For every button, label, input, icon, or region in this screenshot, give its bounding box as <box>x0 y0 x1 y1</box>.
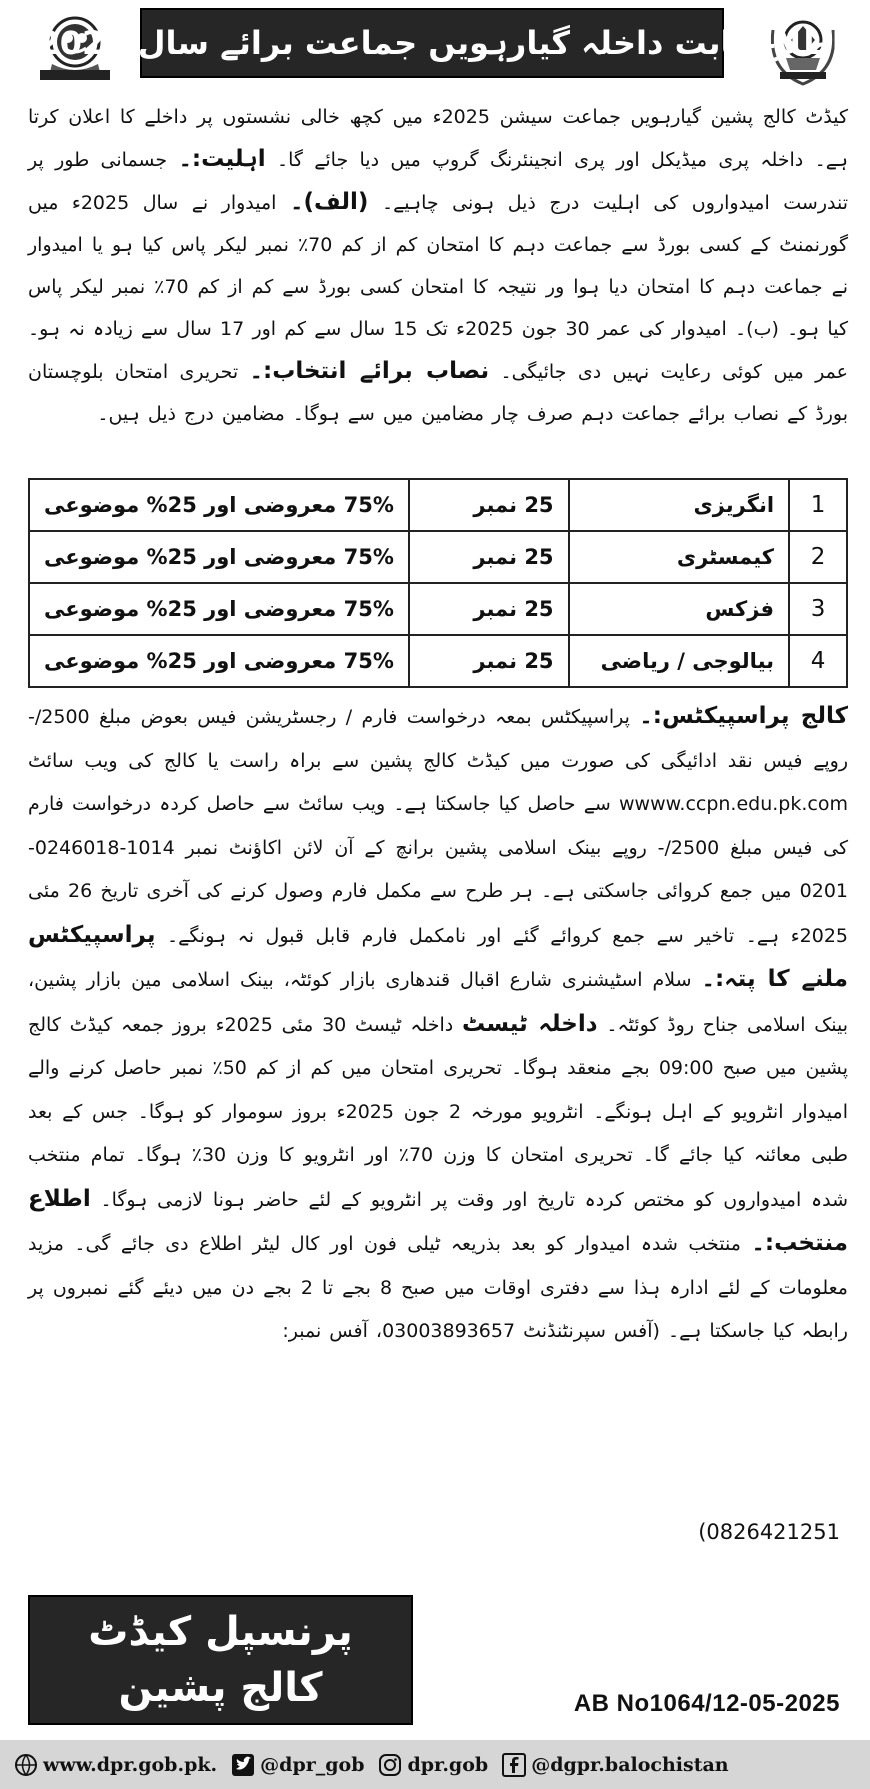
subject-marks: 25 نمبر <box>409 479 569 531</box>
footer-website[interactable] <box>14 1753 217 1777</box>
footer-instagram-text: dpr.gob <box>407 1753 489 1776</box>
syllabus-text: تحریری امتحان بلوچستان بورڈ کے نصاب برائے جماعت دہم صرف چار مضامین میں سے ہوگا۔ مضامین درج ذیل ہیں۔ <box>28 361 848 425</box>
prospectus-details <box>28 695 848 1354</box>
notice-text: منتخب شدہ امیدوار کو بعد بذریعہ ٹیلی فون اور کال لیٹر اطلاع دی جائے گی۔ مزید معلومات کے لئے ادارہ ہذا سے دفتری اوقات میں صبح 8 بجے تا 2 بجے دن میں دیئے گئے نمبروں پر رابطہ کیا جاسکتا ہے۔ (آفس سپرنٹنڈنٹ 03003893657، آفس نمبر: <box>28 1233 848 1342</box>
subject-number: 2 <box>789 531 847 583</box>
address-heading: پراسپیکٹس ملنے کا پتہ:۔ <box>28 921 848 992</box>
subject-number: 1 <box>789 479 847 531</box>
subject-ratio: 75% معروضی اور 25% موضوعی <box>29 635 409 687</box>
subject-number: 3 <box>789 583 847 635</box>
subject-marks: 25 نمبر <box>409 583 569 635</box>
footer-twitter-text: @dpr_gob <box>260 1753 365 1776</box>
notice-heading: اطلاع منتخب:۔ <box>28 1185 849 1256</box>
alif-label: (الف)۔ <box>290 189 369 215</box>
subject-name: بیالوجی / ریاضی <box>569 635 789 687</box>
test-text: داخلہ ٹیسٹ 30 مئی 2025ء بروز جمعہ کیڈٹ کالج پشین میں صبح 09:00 بجے منعقد ہوگا۔ تحریری امتحان میں کم از کم 50٪ نمبر حاصل کرنے والے امیدوار انٹرویو کے اہل ہونگے۔ انٹرویو مورخہ 2 جون 2025ء بروز سوموار کو ہوگا۔ جس کے بعد طبی معائنہ کیا جائے گا۔ تحریری امتحان کا وزن 70٪ اور انٹرویو کا وزن 30٪ ہوگا۔ تمام منتخب شدہ امیدواروں کو مختص کردہ تاریخ اور وقت پر انٹرویو کے لئے حاضر ہونا لازمی ہوگا۔ <box>28 1013 848 1211</box>
footer-bar <box>0 1740 870 1789</box>
address-text: سلام اسٹیشنری شارع اقبال قندھاری بازار کوئٹہ، بینک اسلامی مین بازار پشین، بینک اسلامی جناح روڈ کوئٹہ۔ <box>28 969 849 1036</box>
admission-details <box>28 96 848 435</box>
subject-ratio: 75% معروضی اور 25% موضوعی <box>29 531 409 583</box>
footer-twitter[interactable] <box>231 1753 364 1777</box>
subject-number: 4 <box>789 635 847 687</box>
footer-facebook[interactable] <box>502 1753 728 1777</box>
subject-marks: 25 نمبر <box>409 531 569 583</box>
table-row <box>29 583 847 635</box>
table-row <box>29 479 847 531</box>
subject-ratio: 75% معروضی اور 25% موضوعی <box>29 583 409 635</box>
footer-facebook-text: @dgpr.balochistan <box>531 1753 729 1776</box>
subject-name: کیمسٹری <box>569 531 789 583</box>
alif-text: امیدوار نے سال 2025ء میں گورنمنٹ کے کسی بورڈ سے جماعت دہم کا امتحان کم از کم 70٪ نمبر لیکر پاس کیا ہو یا امیدوار نے جماعت دہم کا امتحان دیا ہوا ور نتیجہ کا امتحان کسی بورڈ سے کم از کم 70٪ نمبر لیکر پاس کیا ہو۔ <box>28 192 848 340</box>
subject-name: انگریزی <box>569 479 789 531</box>
facebook-icon <box>502 1753 526 1777</box>
subjects-table <box>28 478 848 688</box>
table-row <box>29 531 847 583</box>
office-phone: (0826421251 <box>698 1520 840 1544</box>
prospectus-text: پراسپیکٹس بمعہ درخواست فارم / رجسٹریشن فیس بعوض مبلغ 2500/- روپے فیس نقد ادائیگی کی صورت میں کیڈٹ کالج پشین سے براہ راست یا کالج کی ویب سائٹ wwww.ccpn.edu.pk.com سے حاصل کیا جاسکتا ہے۔ ویب سائٹ سے حاصل کردہ درخواست فارم کی فیس مبلغ 2500/- روپے بینک اسلامی پشین برانچ کے آن لائن اکاؤنٹ نمبر 1014-0246018-0201 میں جمع کروائی جاسکتی ہے۔ ہر طرح سے مکمل فارم وصول کرنے کی آخری تاریخ 26 مئی 2025ء ہے۔ تاخیر سے جمع کروائے گئے اور نامکمل فارم قابل قبول نہ ہونگے۔ <box>28 706 849 947</box>
footer-instagram[interactable] <box>378 1753 488 1777</box>
notice-title: اطلاع بابت داخلہ گیارہویں جماعت برائے سال 2025ء <box>21 24 843 62</box>
subject-ratio: 75% معروضی اور 25% موضوعی <box>29 479 409 531</box>
signature-line-1: پرنسپل کیڈٹ <box>88 1609 353 1655</box>
eligibility-text: جسمانی طور پر تندرست امیدواروں کی اہلیت درج ذیل ہونی چاہیے۔ <box>28 149 848 214</box>
prospectus-heading: کالج پراسپیکٹس:۔ <box>639 703 849 729</box>
instagram-icon <box>378 1753 402 1777</box>
test-heading: داخلہ ٹیسٹ <box>461 1010 598 1037</box>
eligibility-heading: اہلیت:۔ <box>178 146 266 172</box>
intro-text: کیڈٹ کالج پشین گیارہویں جماعت سیشن 2025ء میں کچھ خالی نشستوں پر داخلے کا اعلان کرتا ہے۔ داخلہ پری میڈیکل اور پری انجینئرنگ گروپ میں دیا جائے گا۔ <box>28 106 848 171</box>
subject-name: فزکس <box>569 583 789 635</box>
table-row <box>29 635 847 687</box>
twitter-icon <box>231 1753 255 1777</box>
advertisement-number: AB No1064/12-05-2025 <box>573 1690 840 1717</box>
signature-line-2: کالج پشین <box>118 1665 323 1711</box>
footer-website-text: www.dpr.gob.pk. <box>43 1753 218 1776</box>
globe-icon <box>14 1753 38 1777</box>
notice-title-banner <box>21 8 843 78</box>
syllabus-heading: نصاب برائے انتخاب:۔ <box>249 358 490 384</box>
subject-marks: 25 نمبر <box>409 635 569 687</box>
signature-block <box>28 1595 413 1725</box>
bay-text: (ب)۔ امیدوار کی عمر 30 جون 2025ء تک 15 سال سے کم اور 17 سال سے زیادہ نہ ہو۔ عمر میں کوئی رعایت نہیں دی جائیگی۔ <box>28 318 848 383</box>
